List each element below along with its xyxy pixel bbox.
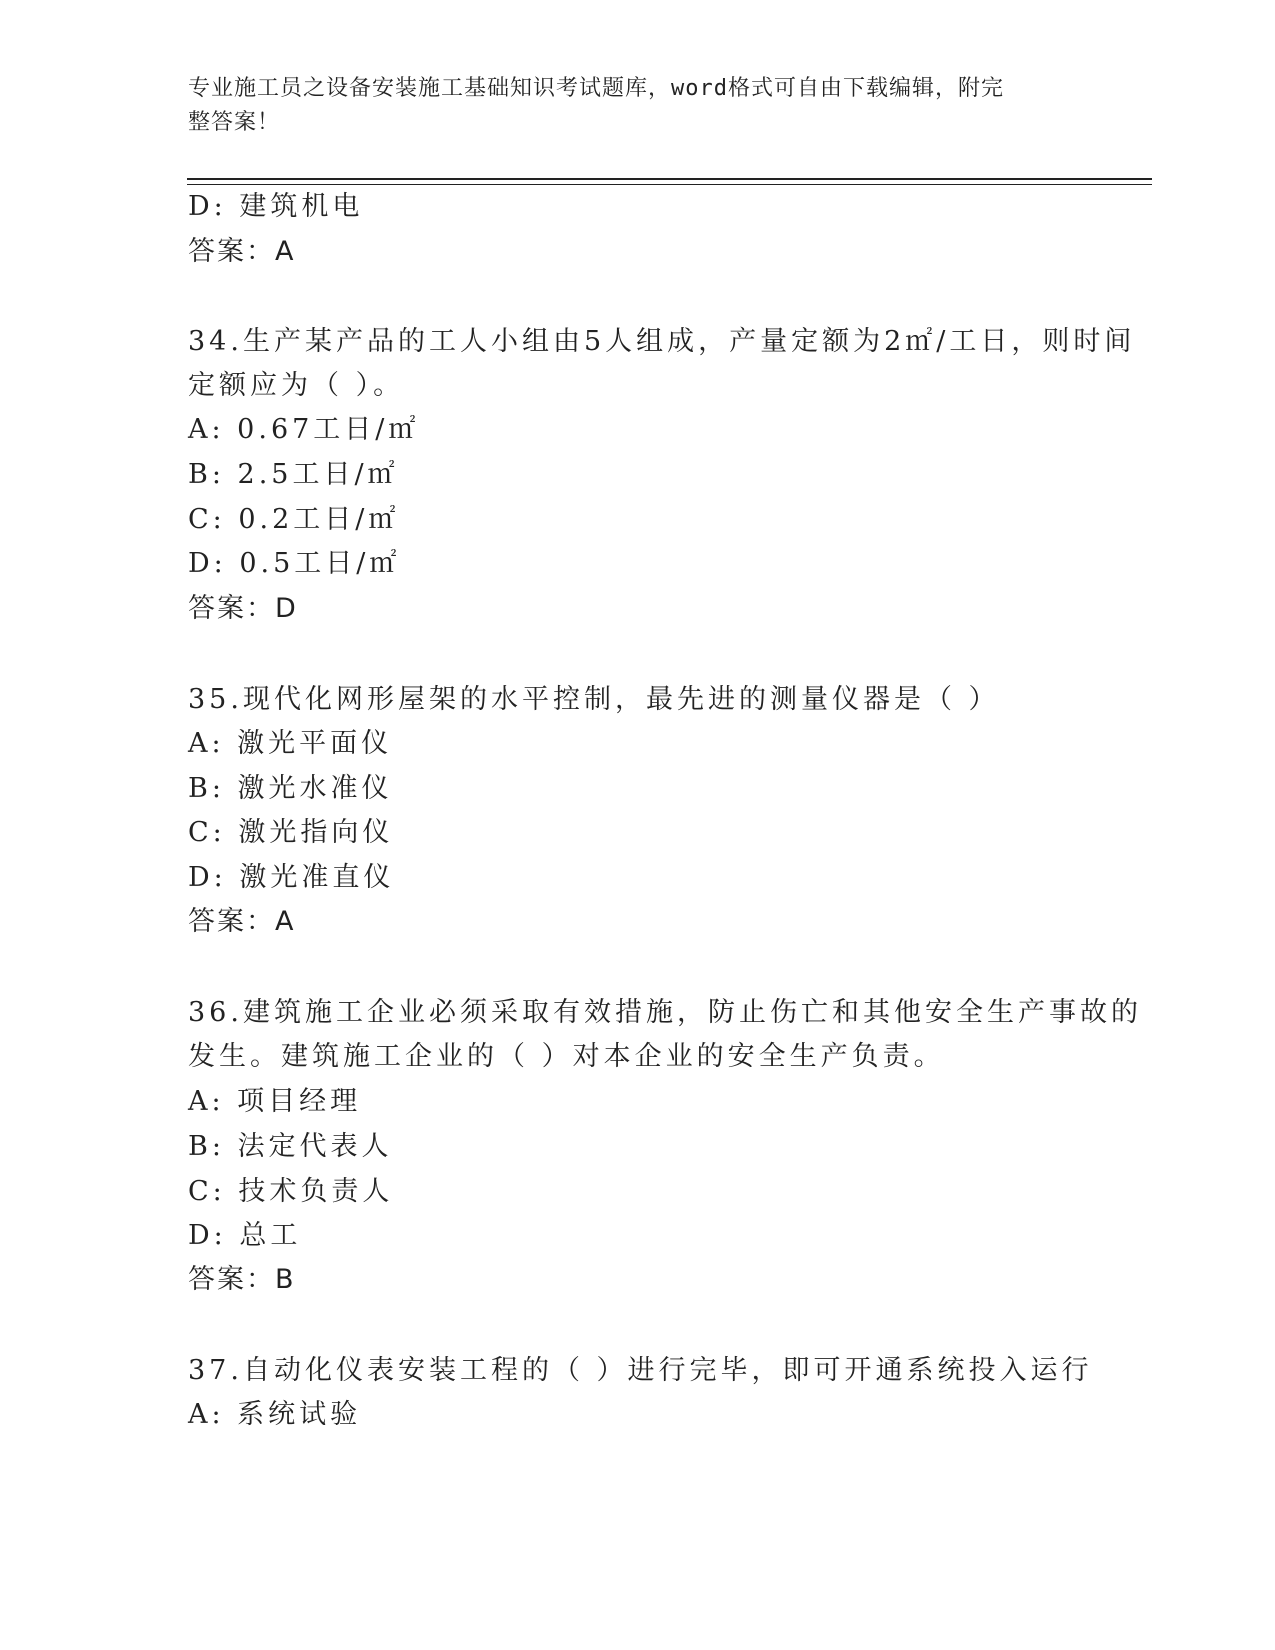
q36-option-a: A: 项目经理 <box>188 1086 362 1117</box>
q35-option-d: D: 激光准直仪 <box>188 862 395 893</box>
header-divider-thin <box>187 184 1152 185</box>
q36-option-d: D: 总工 <box>188 1220 302 1251</box>
q36-stem-line-1: 36.建筑施工企业必须采取有效措施，防止伤亡和其他安全生产事故的 <box>188 997 1142 1028</box>
q34-option-a: A: 0.67工日/㎡ <box>188 414 420 445</box>
q34-answer: 答案：D <box>188 593 298 624</box>
q37-option-a: A: 系统试验 <box>188 1399 362 1430</box>
q36-stem-line-2: 发生。建筑施工企业的（ ）对本企业的安全生产负责。 <box>188 1041 945 1072</box>
q36-option-c: C: 技术负责人 <box>188 1176 394 1207</box>
q35-option-c: C: 激光指向仪 <box>188 817 394 848</box>
q33-option-d: D: 建筑机电 <box>188 191 364 222</box>
q37-stem-line-1: 37.自动化仪表安装工程的（ ）进行完毕，即可开通系统投入运行 <box>188 1355 1093 1386</box>
header-line-1: 专业施工员之设备安装施工基础知识考试题库，word格式可自由下载编辑，附完 <box>188 76 1004 101</box>
q36-option-b: B: 法定代表人 <box>188 1131 393 1162</box>
header-divider-thick <box>187 178 1152 180</box>
q36-answer: 答案：B <box>188 1264 296 1295</box>
q34-option-b: B: 2.5工日/㎡ <box>188 459 399 490</box>
q35-option-b: B: 激光水准仪 <box>188 773 393 804</box>
q35-stem-line-1: 35.现代化网形屋架的水平控制，最先进的测量仪器是（ ） <box>188 684 1000 715</box>
q33-answer: 答案：A <box>188 236 296 267</box>
header-line-2: 整答案！ <box>188 110 281 135</box>
q34-option-d: D: 0.5工日/㎡ <box>188 548 401 579</box>
q35-option-a: A: 激光平面仪 <box>188 728 393 759</box>
q34-stem-line-1: 34.生产某产品的工人小组由5人组成，产量定额为2㎡/工日，则时间 <box>188 326 1136 357</box>
document-header <box>188 72 1068 140</box>
q34-option-c: C: 0.2工日/㎡ <box>188 504 400 535</box>
q34-stem-line-2: 定额应为（ ）。 <box>188 370 405 401</box>
q35-answer: 答案：A <box>188 906 296 937</box>
